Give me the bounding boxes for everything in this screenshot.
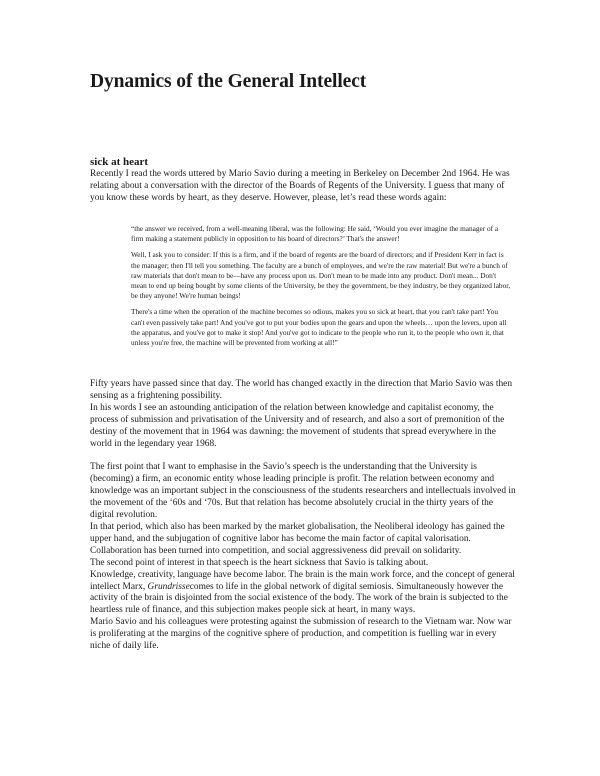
body-paragraph: Mario Savio and his colleagues were protesting against the submission of research to the Vietnam war. Now war is proliferating at the margins of the cognitive sphere of production, and competition is fuelling war in every niche of daily life. <box>90 617 512 652</box>
body-paragraph: In his words I see an astounding anticipation of the relation between knowledge and capitalist economy, the process of submission and privatisation of the University and of research, and also a sort of premonition of the destiny of the movement that in 1964 was dawning: the movement of students that spread everywhere in the world in the legendary year 1968. <box>90 402 505 449</box>
body-paragraph: The second point of interest in that speech is the heart sickness that Savio is talking about. <box>90 557 429 568</box>
quote-paragraph: Well, I ask you to consider: If this is a firm, and if the board of regents are the board of directors; and if President Kerr in fact is the manager; then I'll tell you something. The faculty are a bunch of employees, and we're the raw material! But we're a bunch of raw materials that don't mean to be—have any process upon us. Don't mean to be made into any product. Don't mean... Don't mean to end up being bought by some clients of the University, be they the government, be they industry, be they organized labor, be they anyone! We're human beings! <box>131 250 511 301</box>
body-paragraph: In that period, which also has been marked by the market globalisation, the Neoliberal ideology has gained the upper hand, and the subjugation of cognitive labor has become the main factor of capital valorisation. Collaboration has been turned into competition, and social aggressiveness did prevail on solidarity. <box>90 521 505 556</box>
section-heading: sick at heart <box>90 156 149 168</box>
text-run: comes to life in the global network of digital semiosis. Simultaneously however the activity of the brain is disjointed from the social existence of the body. The work of the brain is subjected to the heartless rule of finance, and this subjection makes people sick at heart, in many ways. <box>90 581 508 616</box>
body-paragraph: Fifty years have passed since that day. The world has changed exactly in the direction that Mario Savio was then sensing as a frightening possibility. <box>90 379 513 401</box>
body-paragraph <box>90 570 518 618</box>
intro-paragraph: Recently I read the words uttered by Mario Savio during a meeting in Berkeley on December 2nd 1964. He was relating about a conversation with the director of the Boards of Regents of the University. I guess that many of you know these words by heart, as they deserve. However, please, let’s read these words again: <box>90 169 510 203</box>
quote-paragraph: There's a time when the operation of the machine becomes so odious, makes you so sick at heart, that you can't take part! You can't even passively take part! And you've got to put your bodies upon the gears and upon the wheels… upon the levers, upon all the apparatus, and you've got to make it stop! And you've got to indicate to the people who run it, to the people who own it, that unless you're free, the machine will be prevented from working at all!” <box>131 307 507 348</box>
quote-paragraph: “the answer we received, from a well-meaning liberal, was the following: He said, ‘Would you ever imagine the manager of a firm making a statement publicly in opposition to his board of directors?’ That's the answer! <box>131 224 499 244</box>
savio-quote-block <box>131 224 511 354</box>
text-run: Knowledge, creativity, language have become labor. The brain is the main work force, and the concept of general intellect Marx, <box>90 569 515 592</box>
main-text <box>90 379 518 653</box>
body-paragraph: The first point that I want to emphasise in the Savio’s speech is the understanding that the University is (becoming) a firm, an economic entity whose leading principle is profit. The relation between economy and knowledge was an important subject in the consciousness of the students researchers and intellectuals involved in the movement of the ‘60s and ‘70s. But that relation has become absolutely crucial in the thirty years of the digital revolution. <box>90 462 516 521</box>
page-title: Dynamics of the General Intellect <box>90 71 367 92</box>
grundrisse-title: Grundrisse <box>147 581 190 592</box>
paragraph-spacer <box>90 450 518 462</box>
